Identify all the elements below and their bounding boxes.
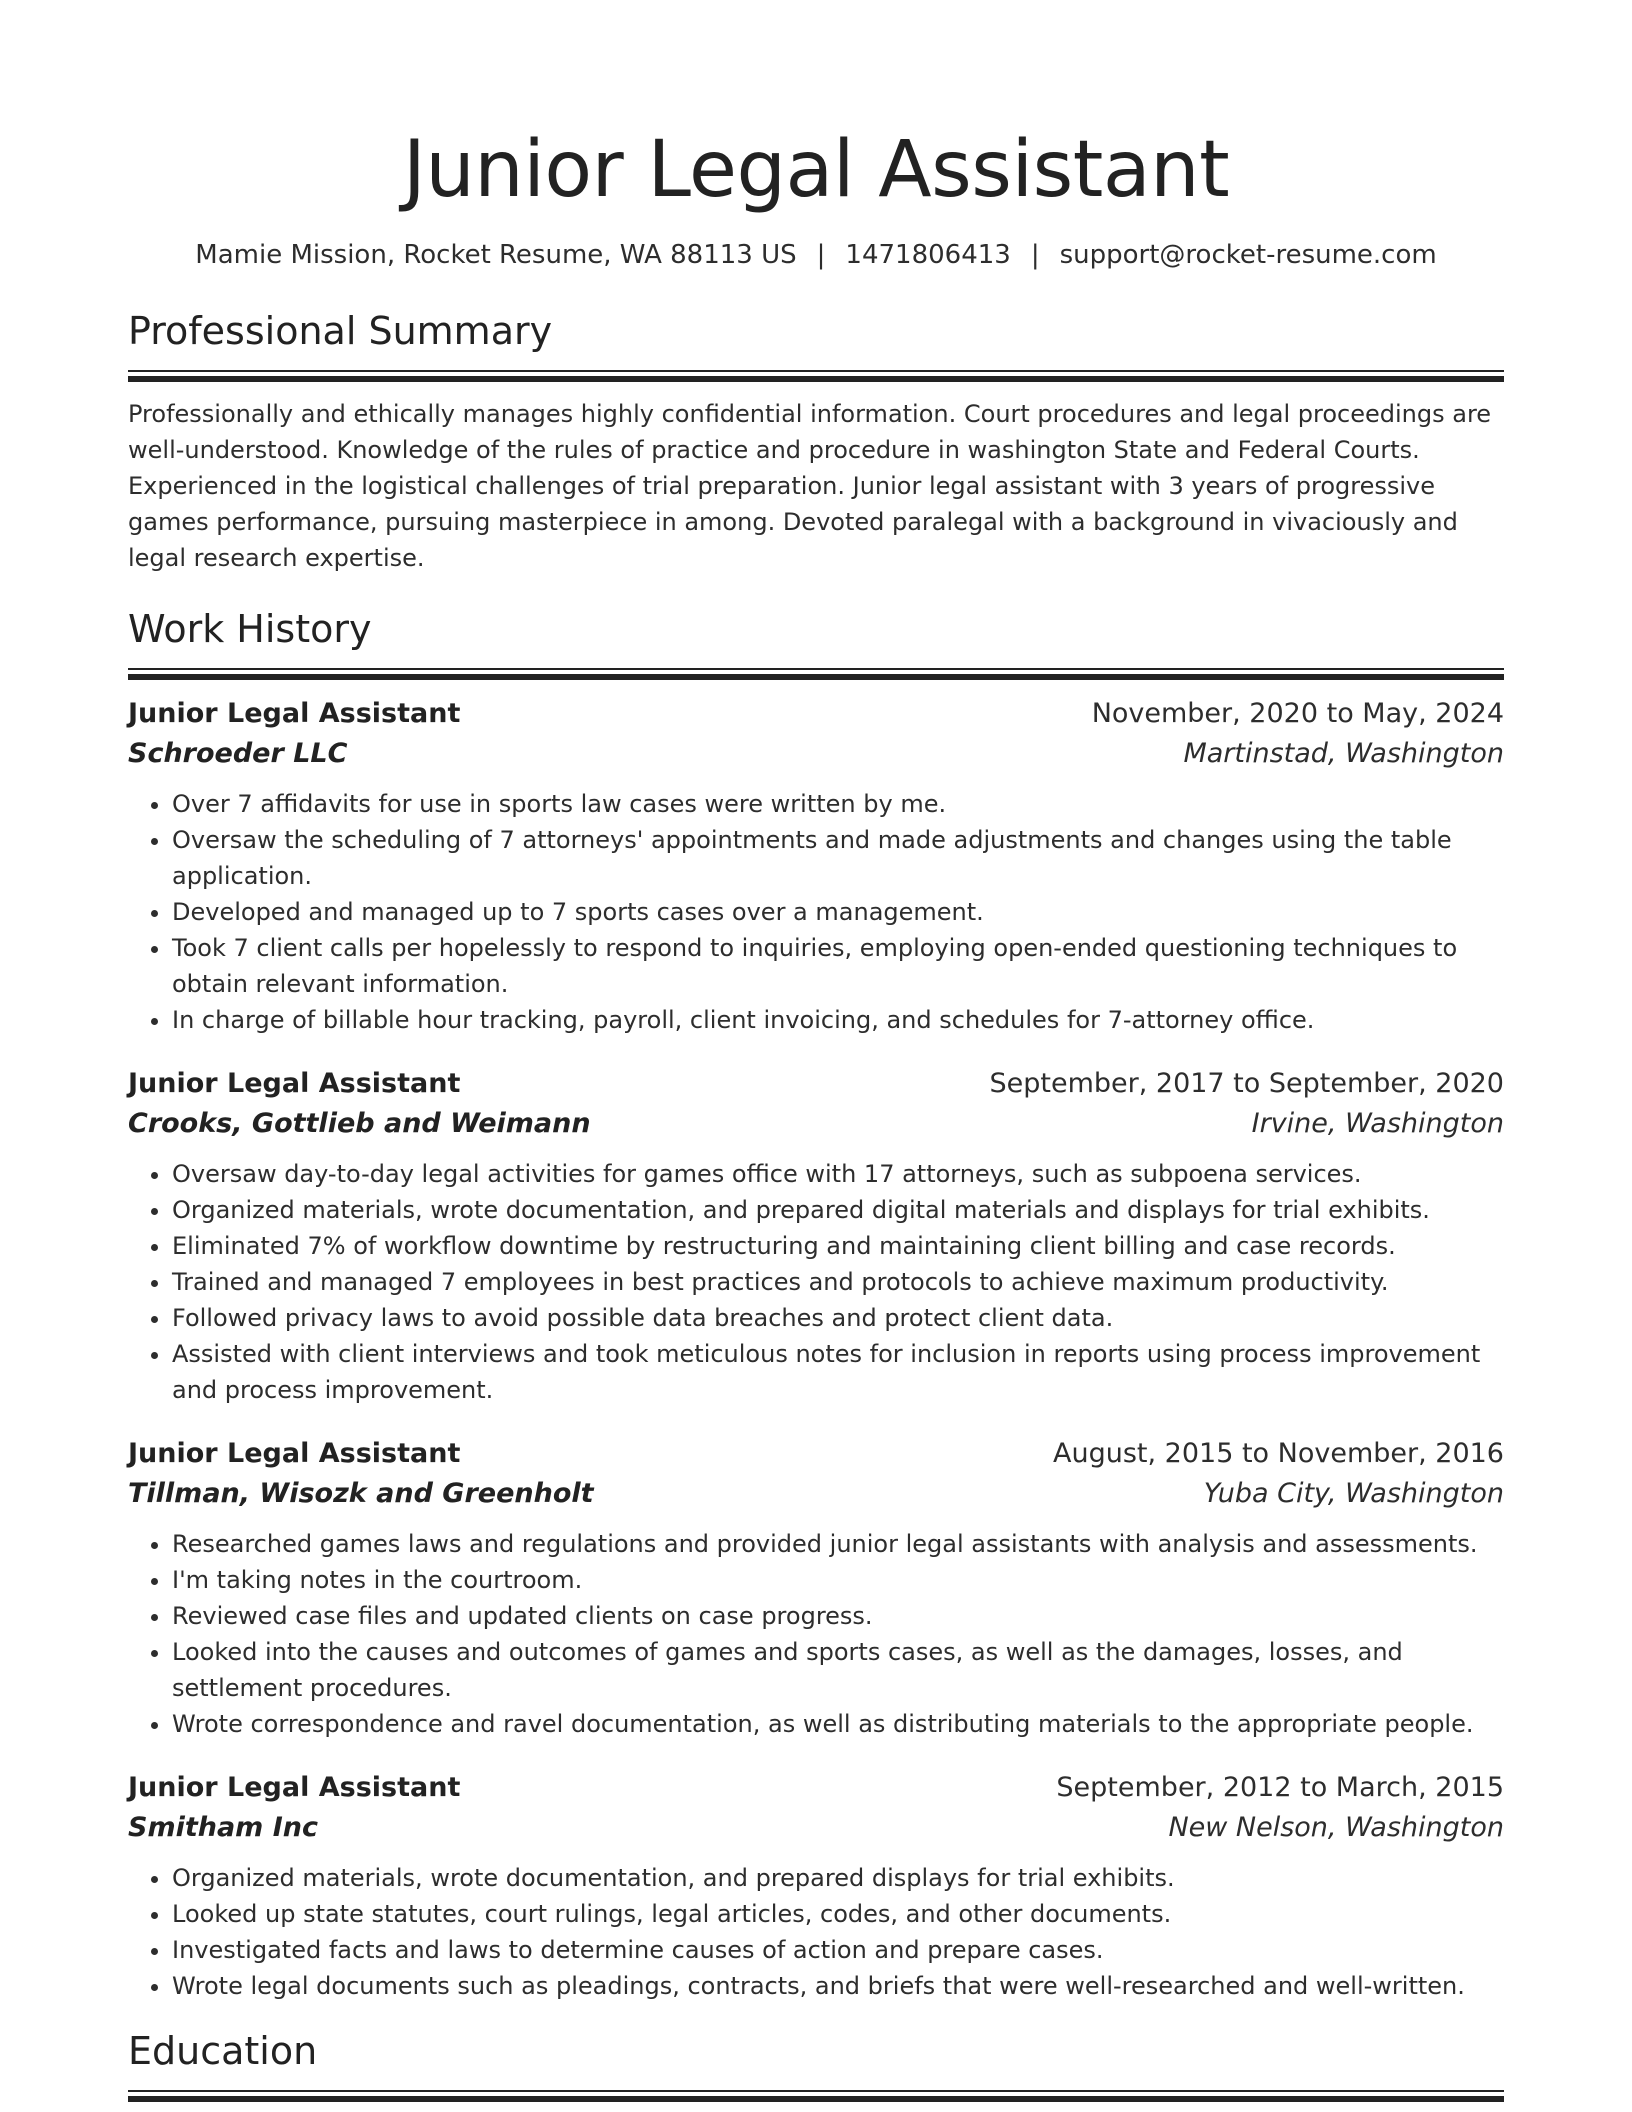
job-header-row bbox=[128, 1768, 1504, 1808]
summary-section bbox=[128, 306, 1504, 576]
job-location: Irvine, Washington bbox=[1251, 1108, 1504, 1139]
job-bullet: • Looked into the causes and outcomes of games and sports cases, as well as the damages, losses, and settlement procedures. bbox=[172, 1634, 1504, 1706]
job-bullet: • I'm taking notes in the courtroom. bbox=[172, 1562, 1504, 1598]
job-bullet: • Trained and managed 7 employees in best practices and protocols to achieve maximum productivity. bbox=[172, 1264, 1504, 1300]
job-dates: September, 2017 to September, 2020 bbox=[989, 1068, 1504, 1099]
section-rule bbox=[128, 2090, 1504, 2102]
job-bullet: • Took 7 client calls per hopelessly to respond to inquiries, employing open-ended questioning techniques to obtain relevant information. bbox=[172, 930, 1504, 1002]
job-bullet: • Developed and managed up to 7 sports cases over a management. bbox=[172, 894, 1504, 930]
summary-text: Professionally and ethically manages highly confidential information. Court procedures and legal proceedings are well-understood. Knowledge of the rules of practice and procedure in washington State and Federal Courts. Experienced in the logistical challenges of trial preparation. Junior legal assistant with 3 years of progressive games performance, pursuing masterpiece in among. Devoted paralegal with a background in vivaciously and legal research expertise. bbox=[128, 400, 1492, 572]
section-rule bbox=[128, 370, 1504, 382]
section-rule bbox=[128, 668, 1504, 680]
job-bullet: • Reviewed case files and updated clients on case progress. bbox=[172, 1598, 1504, 1634]
job-title: Junior Legal Assistant bbox=[128, 1438, 461, 1469]
job-bullets bbox=[128, 1156, 1504, 1408]
section-heading-work-history: Work History bbox=[128, 607, 372, 651]
job-company-row bbox=[128, 734, 1504, 774]
job-dates: November, 2020 to May, 2024 bbox=[1091, 698, 1504, 729]
job-title: Junior Legal Assistant bbox=[128, 698, 461, 729]
job-bullet: • Followed privacy laws to avoid possible data breaches and protect client data. bbox=[172, 1300, 1504, 1336]
job-entry bbox=[128, 694, 1504, 1038]
contact-address: Mamie Mission, Rocket Resume, WA 88113 US bbox=[195, 240, 797, 270]
job-bullet: • Looked up state statutes, court rulings, legal articles, codes, and other documents. bbox=[172, 1896, 1504, 1932]
job-title: Junior Legal Assistant bbox=[128, 1068, 461, 1099]
job-bullet: • Assisted with client interviews and took meticulous notes for inclusion in reports using process improvement and process improvement. bbox=[172, 1336, 1504, 1408]
job-bullet: • Over 7 affidavits for use in sports law cases were written by me. bbox=[172, 786, 1504, 822]
job-company-row bbox=[128, 1474, 1504, 1514]
job-company: Smitham Inc bbox=[128, 1812, 318, 1843]
resume-title: Junior Legal Assistant bbox=[402, 125, 1230, 215]
job-header-row bbox=[128, 1434, 1504, 1474]
job-bullet: • Investigated facts and laws to determine causes of action and prepare cases. bbox=[172, 1932, 1504, 1968]
job-company: Schroeder LLC bbox=[128, 738, 348, 769]
job-bullet: • Wrote legal documents such as pleadings, contracts, and briefs that were well-researched and well-written. bbox=[172, 1968, 1504, 2004]
job-company-row bbox=[128, 1104, 1504, 1144]
job-header-row bbox=[128, 1064, 1504, 1104]
job-dates: August, 2015 to November, 2016 bbox=[1053, 1438, 1504, 1469]
job-title: Junior Legal Assistant bbox=[128, 1772, 461, 1803]
job-bullet: • Wrote correspondence and ravel documentation, as well as distributing materials to the appropriate people. bbox=[172, 1706, 1504, 1742]
contact-separator: | bbox=[1030, 240, 1040, 270]
job-location: Yuba City, Washington bbox=[1203, 1478, 1504, 1509]
job-company: Crooks, Gottlieb and Weimann bbox=[128, 1108, 591, 1139]
job-bullet: • Researched games laws and regulations and provided junior legal assistants with analysis and assessments. bbox=[172, 1526, 1504, 1562]
contact-phone: 1471806413 bbox=[845, 240, 1011, 270]
job-bullets bbox=[128, 1860, 1504, 2004]
job-header-row bbox=[128, 694, 1504, 734]
job-entry bbox=[128, 1434, 1504, 1742]
contact-line bbox=[128, 238, 1504, 272]
contact-separator: | bbox=[816, 240, 826, 270]
job-bullet: • Oversaw day-to-day legal activities for games office with 17 attorneys, such as subpoena services. bbox=[172, 1156, 1504, 1192]
job-company-row bbox=[128, 1808, 1504, 1848]
job-bullet: • Organized materials, wrote documentation, and prepared digital materials and displays for trial exhibits. bbox=[172, 1192, 1504, 1228]
contact-email[interactable]: support@rocket-resume.com bbox=[1059, 240, 1437, 270]
job-entry bbox=[128, 1064, 1504, 1408]
job-bullet: • In charge of billable hour tracking, payroll, client invoicing, and schedules for 7-attorney office. bbox=[172, 1002, 1504, 1038]
section-heading-education: Education bbox=[128, 2029, 318, 2073]
work-history-section bbox=[128, 604, 1504, 2004]
job-dates: September, 2012 to March, 2015 bbox=[1056, 1772, 1504, 1803]
job-location: New Nelson, Washington bbox=[1168, 1812, 1504, 1843]
job-company: Tillman, Wisozk and Greenholt bbox=[128, 1478, 594, 1509]
job-bullet: • Organized materials, wrote documentation, and prepared displays for trial exhibits. bbox=[172, 1860, 1504, 1896]
resume-page bbox=[128, 0, 1504, 2102]
job-bullet: • Eliminated 7% of workflow downtime by restructuring and maintaining client billing and case records. bbox=[172, 1228, 1504, 1264]
education-section bbox=[128, 2026, 1504, 2102]
job-bullets bbox=[128, 1526, 1504, 1742]
job-bullets bbox=[128, 786, 1504, 1038]
job-entry bbox=[128, 1768, 1504, 2004]
job-bullet: • Oversaw the scheduling of 7 attorneys' appointments and made adjustments and changes using the table application. bbox=[172, 822, 1504, 894]
job-location: Martinstad, Washington bbox=[1183, 738, 1504, 769]
section-heading-summary: Professional Summary bbox=[128, 309, 553, 353]
